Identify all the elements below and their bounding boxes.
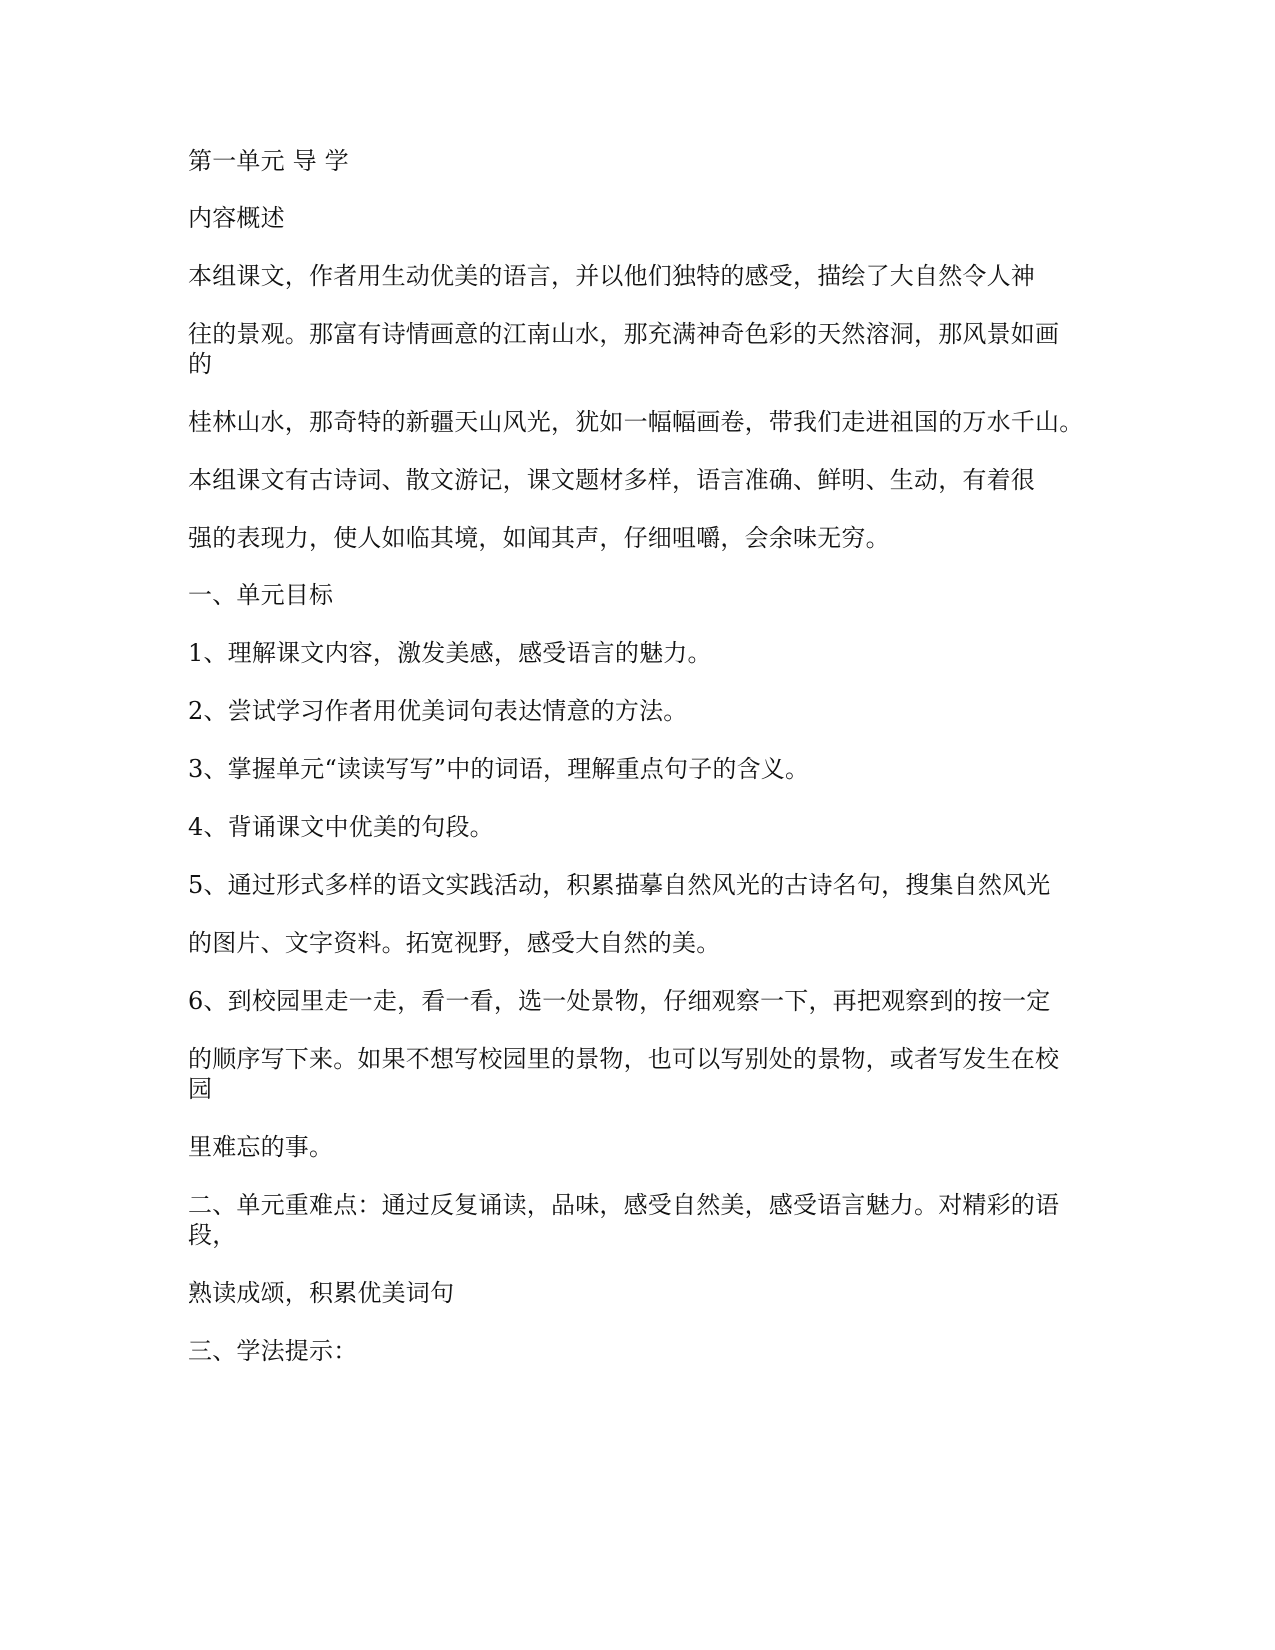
goal-item: 5、通过形式多样的语文实践活动，积累描摹自然风光的古诗名句，搜集自然风光 bbox=[188, 871, 1051, 899]
goal-item: 1、理解课文内容，激发美感，感受语言的魅力。 bbox=[188, 639, 712, 667]
paragraph-line: 段， bbox=[188, 1221, 237, 1249]
document-title: 第一单元 导 学 bbox=[188, 147, 349, 175]
goal-item: 里难忘的事。 bbox=[188, 1133, 334, 1161]
paragraph-line: 熟读成颂，积累优美词句 bbox=[188, 1279, 455, 1307]
goal-item: 3、掌握单元“读读写写”中的词语，理解重点句子的含义。 bbox=[188, 755, 810, 783]
section-heading-goals: 一、单元目标 bbox=[188, 581, 334, 609]
goal-item: 的顺序写下来。如果不想写校园里的景物，也可以写别处的景物，或者写发生在校 bbox=[188, 1045, 1060, 1073]
goal-item: 2、尝试学习作者用优美词句表达情意的方法。 bbox=[188, 697, 688, 725]
goal-item: 4、背诵课文中优美的句段。 bbox=[188, 813, 494, 841]
section-heading-overview: 内容概述 bbox=[188, 204, 285, 232]
goal-item: 的图片、文字资料。拓宽视野，感受大自然的美。 bbox=[188, 929, 721, 957]
paragraph-line: 强的表现力，使人如临其境，如闻其声，仔细咀嚼，会余味无穷。 bbox=[188, 524, 890, 552]
goal-item: 园 bbox=[188, 1075, 213, 1103]
paragraph-line: 本组课文，作者用生动优美的语言，并以他们独特的感受，描绘了大自然令人神 bbox=[188, 262, 1035, 290]
paragraph-line: 本组课文有古诗词、散文游记，课文题材多样，语言准确、鲜明、生动，有着很 bbox=[188, 466, 1035, 494]
paragraph-line: 的 bbox=[188, 350, 213, 378]
section-heading-study-tips: 三、学法提示： bbox=[188, 1337, 358, 1365]
paragraph-line: 桂林山水，那奇特的新疆天山风光，犹如一幅幅画卷，带我们走进祖国的万水千山。 bbox=[188, 408, 1084, 436]
paragraph-line: 往的景观。那富有诗情画意的江南山水，那充满神奇色彩的天然溶洞，那风景如画 bbox=[188, 320, 1060, 348]
goal-item: 6、到校园里走一走，看一看，选一处景物，仔细观察一下，再把观察到的按一定 bbox=[188, 987, 1051, 1015]
section-heading-key-points: 二、单元重难点：通过反复诵读，品味，感受自然美，感受语言魅力。对精彩的语 bbox=[188, 1191, 1060, 1219]
